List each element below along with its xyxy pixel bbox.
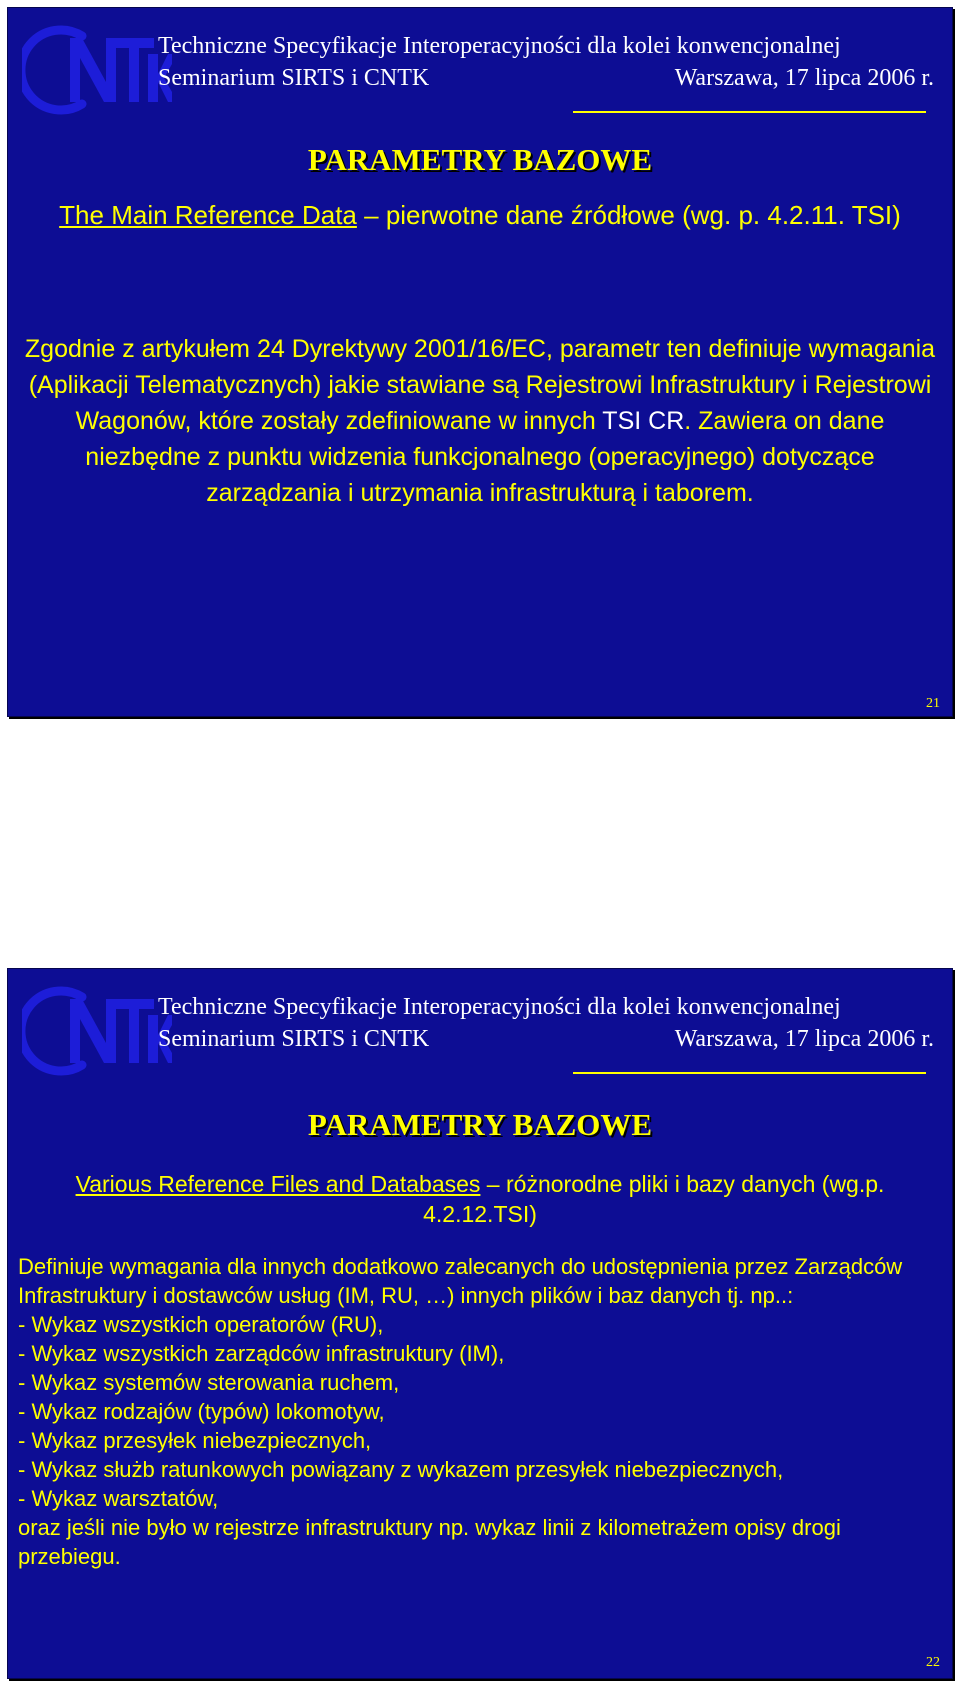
list-item: - Wykaz systemów sterowania ruchem,	[18, 1370, 400, 1395]
subtitle-description: różnorodne pliki i bazy danych (wg.p. 4.2.12.TSI)	[423, 1171, 885, 1227]
cntk-logo-icon	[22, 981, 172, 1079]
item-list	[18, 1310, 942, 1513]
slide-subtitle: Various Reference Files and Databases – różnorodne pliki i bazy danych (wg.p. 4.2.12.TSI)	[75, 1171, 885, 1227]
list-item: - Wykaz rodzajów (typów) lokomotyw,	[18, 1399, 385, 1424]
page-number: 21	[926, 696, 940, 711]
subtitle-term: Various Reference Files and Databases	[75, 1171, 481, 1197]
header-divider	[573, 111, 926, 113]
header-date: Warszawa, 17 lipca 2006 r.	[674, 65, 934, 91]
list-item: - Wykaz przesyłek niebezpiecznych,	[18, 1428, 372, 1453]
cntk-logo-icon	[22, 20, 172, 118]
body-intro: Definiuje wymagania dla innych dodatkowo zalecanych do udostępnienia przez Zarządców Infrastruktury i dostawców usług (IM, RU, …) innych plików i baz danych tj. np..:	[18, 1254, 903, 1308]
list-item: - Wykaz wszystkich zarządców infrastruktury (IM),	[18, 1341, 505, 1366]
slide-subtitle: The Main Reference Data – pierwotne dane źródłowe (wg. p. 4.2.11. TSI)	[59, 200, 901, 230]
header-block	[158, 30, 934, 94]
slide-title: PARAMETRY BAZOWE	[307, 1107, 653, 1142]
subtitle-description: pierwotne dane źródłowe (wg. p. 4.2.11. TSI)	[385, 200, 901, 230]
list-item: - Wykaz służb ratunkowych powiązany z wykazem przesyłek niebezpiecznych,	[18, 1457, 784, 1482]
slide-21	[7, 7, 953, 717]
body-outro: oraz jeśli nie było w rejestrze infrastruktury np. wykaz linii z kilometrażem opisy drogi przebiegu.	[18, 1515, 841, 1569]
header-event: Seminarium SIRTS i CNTK	[158, 1026, 430, 1052]
header-title: Techniczne Specyfikacje Interoperacyjności dla kolei konwencjonalnej	[158, 994, 841, 1020]
highlight-tsi-cr: TSI CR	[602, 407, 685, 435]
header-title: Techniczne Specyfikacje Interoperacyjności dla kolei konwencjonalnej	[158, 33, 841, 59]
page-number: 22	[926, 1655, 940, 1670]
header-event: Seminarium SIRTS i CNTK	[158, 65, 430, 91]
slide-paragraph: Zgodnie z artykułem 24 Dyrektywy 2001/16/EC, parametr ten definiuje wymagania (Aplikacji Telematycznych) jakie stawiane są Rejestrowi Infrastruktury i Rejestrowi Wagonów, które zostały zdefiniowane w innych TSI CR. Zawiera on dane niezbędne z punktu widzenia funkcjonalnego (operacyjnego) dotyczące zarządzania i utrzymania infrastrukturą i taborem.	[24, 335, 936, 507]
header-block	[158, 991, 934, 1055]
list-item: - Wykaz wszystkich operatorów (RU),	[18, 1312, 384, 1337]
subtitle-term: The Main Reference Data	[59, 200, 357, 230]
header-divider	[573, 1072, 926, 1074]
header-date: Warszawa, 17 lipca 2006 r.	[674, 1026, 934, 1052]
slide-22	[7, 968, 953, 1679]
list-item: - Wykaz warsztatów,	[18, 1486, 219, 1511]
slide-title: PARAMETRY BAZOWE	[307, 142, 653, 177]
slide-body	[18, 1252, 942, 1571]
